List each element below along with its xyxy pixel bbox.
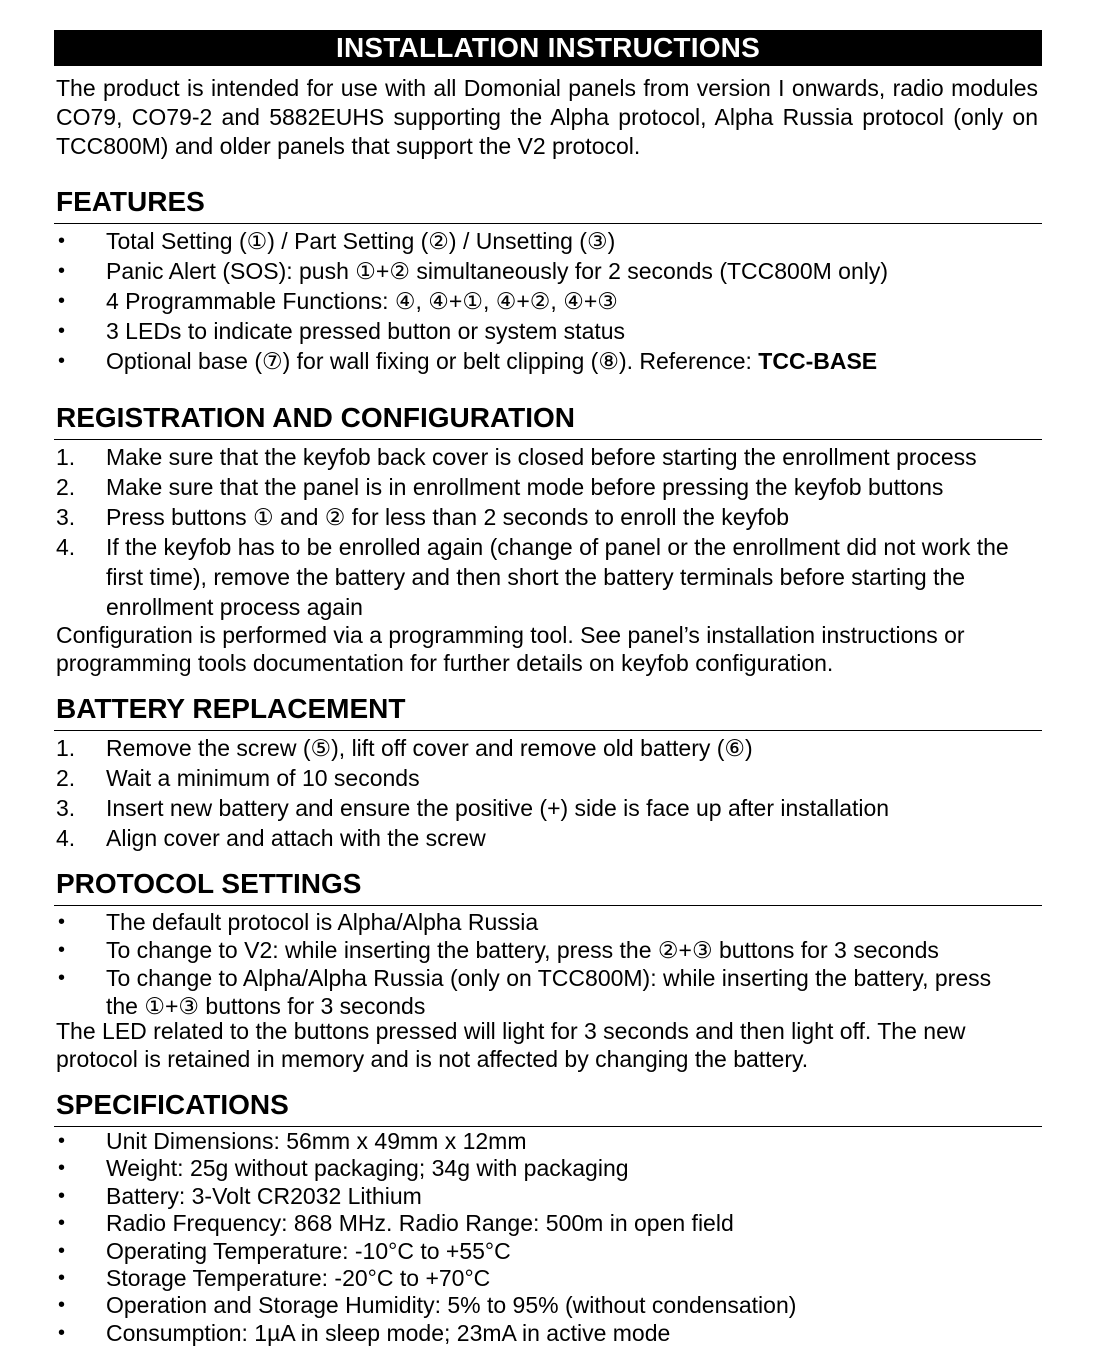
- registration-list: [54, 442, 1042, 622]
- bullet: •: [58, 911, 66, 933]
- list-item: 1. Make sure that the keyfob back cover is closed before starting the enrollment process: [56, 444, 977, 470]
- bullet: •: [58, 1321, 66, 1344]
- list-item: 3. Press buttons ① and ② for less than 2 seconds to enroll the keyfob: [56, 504, 790, 530]
- list-item: • Operation and Storage Humidity: 5% to 95% (without condensation): [58, 1292, 797, 1319]
- bullet: •: [58, 1212, 66, 1235]
- list-number: 1.: [56, 735, 76, 761]
- list-item: • Battery: 3-Volt CR2032 Lithium: [58, 1182, 422, 1209]
- bullet: •: [58, 967, 66, 989]
- list-item: 4. Align cover and attach with the screw: [56, 825, 486, 851]
- reference-code: TCC-BASE: [758, 348, 878, 374]
- list-number: 2.: [56, 765, 76, 791]
- list-number: 1.: [56, 444, 76, 470]
- list-item: 2. Wait a minimum of 10 seconds: [56, 765, 420, 791]
- battery-heading: BATTERY REPLACEMENT: [54, 693, 1042, 731]
- list-item: • Panic Alert (SOS): push ①+② simultaneously for 2 seconds (TCC800M only): [58, 258, 889, 284]
- list-item: 1. Remove the screw (⑤), lift off cover and remove old battery (⑥): [56, 735, 753, 761]
- list-item: • Radio Frequency: 868 MHz. Radio Range: 500m in open field: [58, 1210, 734, 1237]
- bullet: •: [58, 320, 66, 342]
- list-number: 4.: [56, 534, 76, 560]
- list-item: • To change to Alpha/Alpha Russia (only on TCC800M): while inserting the battery, press the ①+③ buttons for 3 seconds: [58, 965, 992, 1019]
- intro-paragraph: The product is intended for use with all Domonial panels from version I onwards, radio modules CO79, CO79-2 and 5882EUHS supporting the Alpha protocol, Alpha Russia protocol (only on TCC800M) and older panels that support the V2 protocol.: [56, 75, 1038, 159]
- list-item: • Optional base (⑦) for wall fixing or belt clipping (⑧). Reference: TCC-BASE: [58, 348, 878, 374]
- list-item: • The default protocol is Alpha/Alpha Russia: [58, 909, 539, 935]
- list-item: • Unit Dimensions: 56mm x 49mm x 12mm: [58, 1128, 527, 1154]
- bullet: •: [58, 1267, 66, 1290]
- list-item: 2. Make sure that the panel is in enrollment mode before pressing the keyfob buttons: [56, 474, 944, 500]
- list-item: 3. Insert new battery and ensure the positive (+) side is face up after installation: [56, 795, 890, 821]
- protocol-heading: PROTOCOL SETTINGS: [54, 868, 1042, 906]
- list-item: • Operating Temperature: -10°C to +55°C: [58, 1237, 511, 1264]
- features-heading: FEATURES: [54, 186, 1042, 224]
- specifications-list: [54, 1128, 1042, 1347]
- bullet: •: [58, 350, 66, 372]
- bullet: •: [58, 1130, 66, 1152]
- list-number: 3.: [56, 795, 76, 821]
- list-item: • Weight: 25g without packaging; 34g with packaging: [58, 1155, 629, 1182]
- bullet: •: [58, 1157, 66, 1180]
- protocol-list: [54, 908, 1042, 1020]
- list-item: • To change to V2: while inserting the battery, press the ②+③ buttons for 3 seconds: [58, 937, 939, 963]
- list-item: • 4 Programmable Functions: ④, ④+①, ④+②, ④+③: [58, 288, 618, 314]
- list-item: 4. If the keyfob has to be enrolled again (change of panel or the enrollment did not work the first time), remove the battery and then short the battery terminals before starting the enrollment process again: [56, 534, 1009, 620]
- bullet: •: [58, 230, 66, 252]
- protocol-note: The LED related to the buttons pressed will light for 3 seconds and then light off. The new protocol is retained in memory and is not affected by changing the battery.: [56, 1018, 966, 1072]
- configuration-note: Configuration is performed via a programming tool. See panel’s installation instructions or programming tools documentation for further details on keyfob configuration.: [56, 622, 965, 676]
- bullet: •: [58, 290, 66, 312]
- bullet: •: [58, 260, 66, 282]
- bullet: •: [58, 1239, 66, 1262]
- list-item: • Storage Temperature: -20°C to +70°C: [58, 1265, 491, 1292]
- battery-list: [54, 733, 1042, 853]
- features-list: [54, 226, 1042, 376]
- bullet: •: [58, 1294, 66, 1317]
- list-item: • Consumption: 1µA in sleep mode; 23mA in active mode: [58, 1319, 671, 1346]
- bullet: •: [58, 939, 66, 961]
- document-title: INSTALLATION INSTRUCTIONS: [54, 30, 1042, 66]
- list-number: 4.: [56, 825, 76, 851]
- list-item: • Total Setting (①) / Part Setting (②) / Unsetting (③): [58, 228, 616, 254]
- bullet: •: [58, 1184, 66, 1207]
- registration-heading: REGISTRATION AND CONFIGURATION: [54, 402, 1042, 440]
- specifications-heading: SPECIFICATIONS: [54, 1089, 1042, 1127]
- list-number: 3.: [56, 504, 76, 530]
- list-item: • 3 LEDs to indicate pressed button or system status: [58, 318, 626, 344]
- list-number: 2.: [56, 474, 76, 500]
